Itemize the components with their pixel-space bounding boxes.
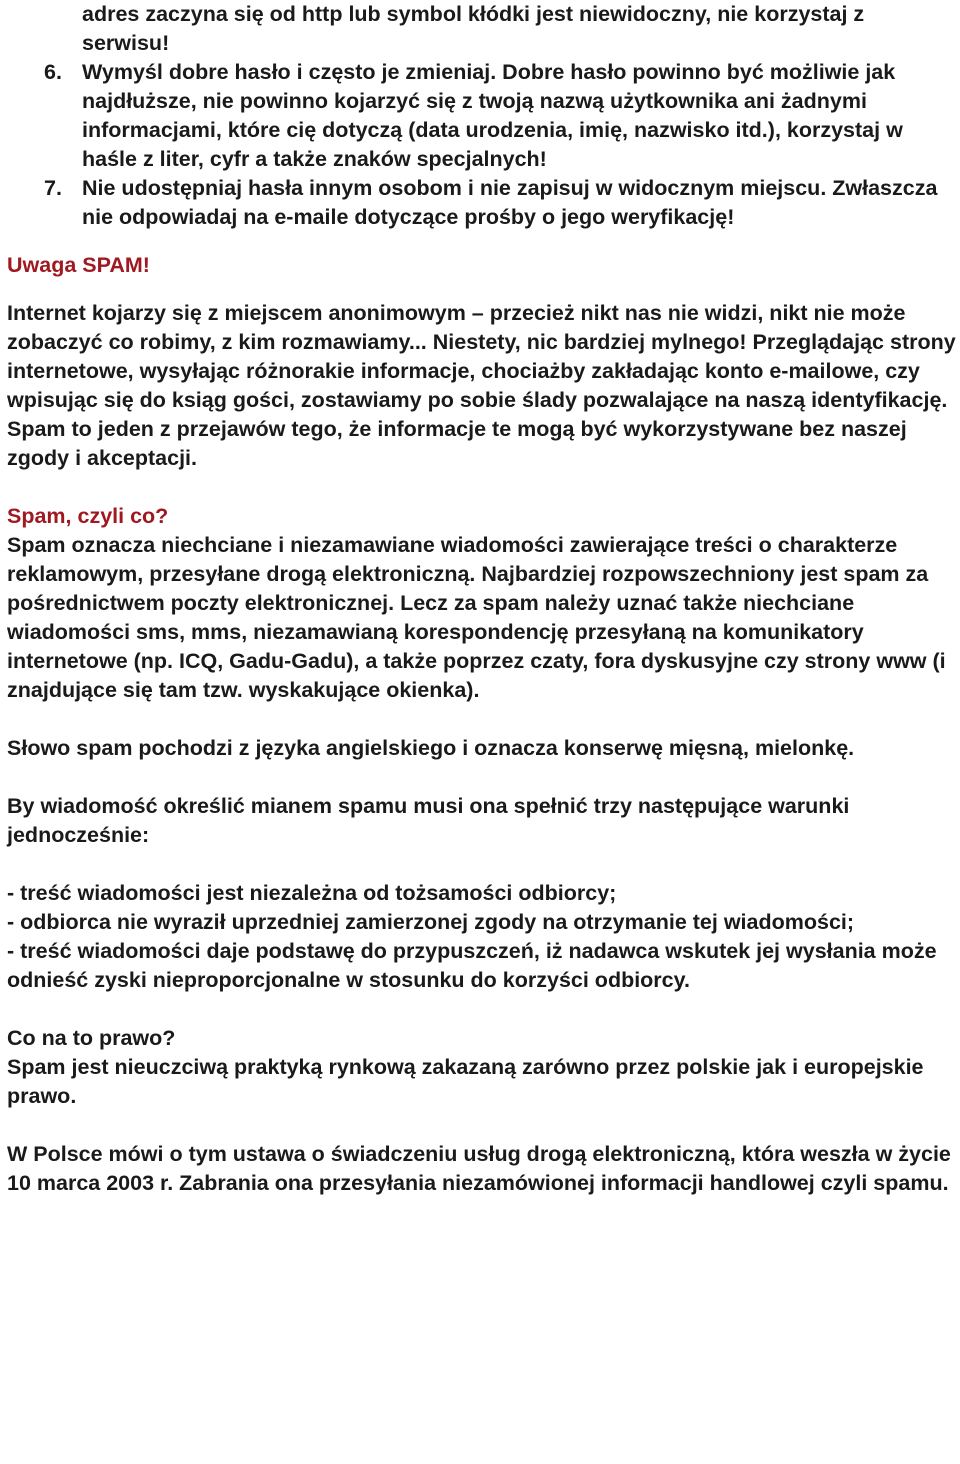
paragraph-conditions-intro: By wiadomość określić mianem spamu musi ona spełnić trzy następujące warunki jednocześnie: bbox=[7, 794, 850, 847]
list-continued-text: adres zaczyna się od http lub symbol kłódki jest niewidoczny, nie korzystaj z serwisu! bbox=[82, 2, 865, 55]
condition-item: - treść wiadomości jest niezależna od tożsamości odbiorcy; bbox=[7, 881, 617, 905]
list-item-7 bbox=[44, 174, 954, 232]
condition-item: - treść wiadomości daje podstawę do przypuszczeń, iż nadawca wskutek jej wysłania może odnieść zyski nieproporcjonalne w stosunku do korzyści odbiorcy. bbox=[7, 939, 937, 992]
numbered-list bbox=[44, 0, 954, 232]
paragraph-law: Spam jest nieuczciwą praktyką rynkową zakazaną zarówno przez polskie jak i europejskie prawo. bbox=[7, 1055, 924, 1108]
condition-item: - odbiorca nie wyraził uprzedniej zamierzonej zgody na otrzymanie tej wiadomości; bbox=[7, 910, 855, 934]
list-item-text: Nie udostępniaj hasła innym osobom i nie zapisuj w widocznym miejscu. Zwłaszcza nie odpowiadaj na e-maile dotyczące prośby o jego weryfikację! bbox=[82, 176, 938, 229]
list-item-number: 6. bbox=[44, 60, 62, 84]
paragraph-etymology: Słowo spam pochodzi z języka angielskiego i oznacza konserwę mięsną, mielonkę. bbox=[7, 736, 855, 760]
list-item-number: 7. bbox=[44, 176, 62, 200]
list-item-text: Wymyśl dobre hasło i często je zmieniaj. Dobre hasło powinno być możliwie jak najdłuższe, nie powinno kojarzyć się z twoją nazwą użytkownika ani żadnymi informacjami, które cię dotyczą (data urodzenia, imię, nazwisko itd.), korzystaj w haśle z liter, cyfr a także znaków specjalnych! bbox=[82, 60, 903, 171]
heading-spam-czyli-co: Spam, czyli co? bbox=[7, 504, 169, 528]
heading-co-na-to-prawo: Co na to prawo? bbox=[7, 1026, 176, 1050]
list-item-6 bbox=[44, 58, 954, 174]
heading-uwaga-spam: Uwaga SPAM! bbox=[7, 253, 150, 277]
document-page bbox=[7, 0, 957, 1198]
paragraph-poland-law: W Polsce mówi o tym ustawa o świadczeniu usług drogą elektroniczną, która weszła w życie 10 marca 2003 r. Zabrania ona przesyłania niezamówionej informacji handlowej czyli spamu. bbox=[7, 1142, 951, 1195]
paragraph-internet: Internet kojarzy się z miejscem anonimowym – przecież nikt nas nie widzi, nikt nie może zobaczyć co robimy, z kim rozmawiamy... Niestety, nic bardziej mylnego! Przeglądając strony internetowe, wysyłając różnorakie informacje, chociażby zakładając konto e-mailowe, czy wpisując się do ksiąg gości, zostawiamy po sobie ślady pozwalające na naszą identyfikację. Spam to jeden z przejawów tego, że informacje te mogą być wykorzystywane bez naszej zgody i akceptacji. bbox=[7, 301, 956, 470]
paragraph-spam-definition: Spam oznacza niechciane i niezamawiane wiadomości zawierające treści o charakterze reklamowym, przesyłane drogą elektroniczną. Najbardziej rozpowszechniony jest spam za pośrednictwem poczty elektronicznej. Lecz za spam należy uznać także niechciane wiadomości sms, mms, niezamawianą korespondencję przesyłaną na komunikatory internetowe (np. ICQ, Gadu-Gadu), a także poprzez czaty, fora dyskusyjne czy strony www (i znajdujące się tam tzw. wyskakujące okienka). bbox=[7, 533, 946, 702]
